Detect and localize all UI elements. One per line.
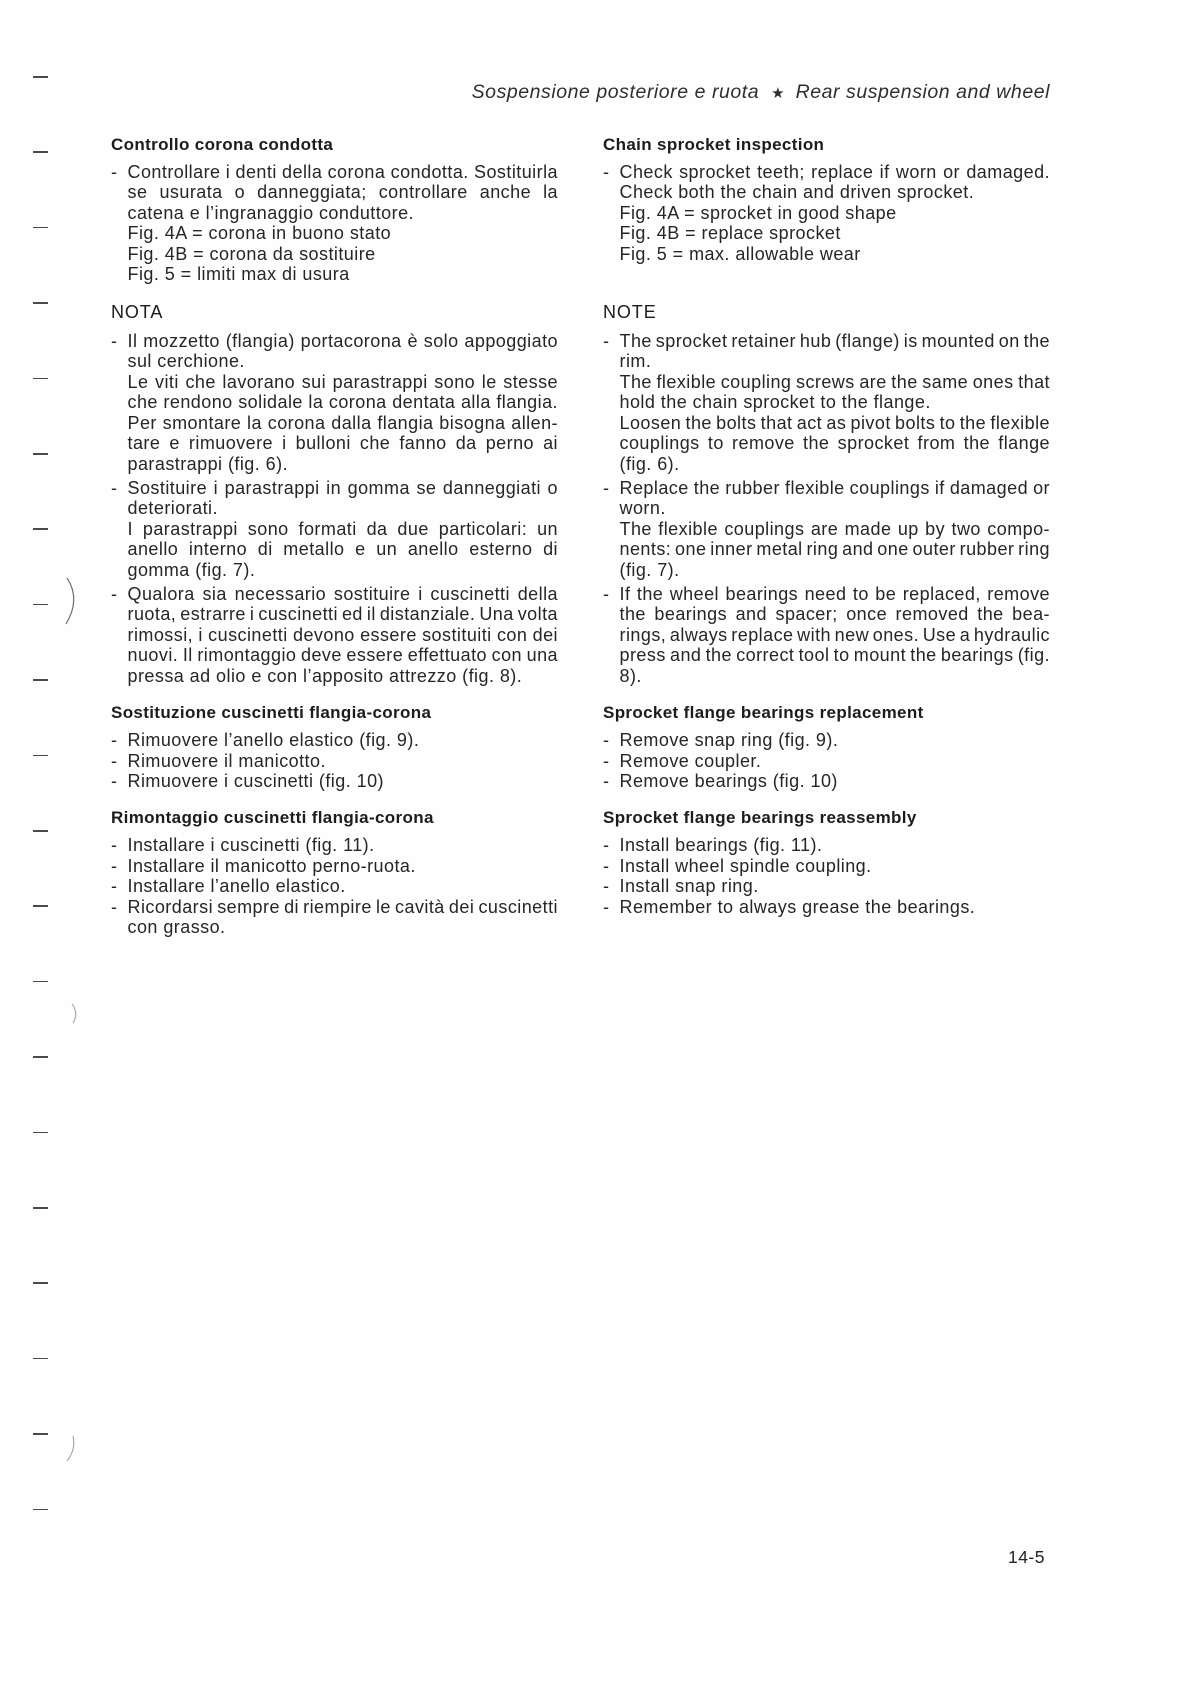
text-line bbox=[620, 584, 1051, 605]
text-line bbox=[620, 351, 1051, 372]
text-line bbox=[128, 331, 559, 352]
text-line bbox=[620, 203, 1051, 224]
text-line-content: The sprocket retainer hub (flange) is mounted on the bbox=[619, 330, 1050, 351]
list-item bbox=[603, 771, 1050, 792]
text-line bbox=[620, 244, 1051, 265]
text-line bbox=[128, 203, 559, 224]
margin-mark bbox=[33, 227, 48, 229]
note-heading: NOTE bbox=[603, 301, 657, 322]
section-heading: Sostituzione cuscinetti flangia-corona bbox=[111, 702, 432, 722]
text-line bbox=[620, 433, 1051, 454]
margin-mark bbox=[33, 1282, 48, 1284]
list-item bbox=[111, 331, 558, 475]
margin-mark bbox=[33, 1056, 48, 1058]
text-line-content: Remember to always grease the bearings. bbox=[619, 896, 976, 917]
text-line bbox=[128, 856, 559, 877]
list-item bbox=[603, 331, 1050, 475]
text-line-content: nents: one inner metal ring and one outer rubber ring bbox=[619, 539, 1050, 560]
bullet-dash: - bbox=[603, 876, 610, 897]
section-heading: Chain sprocket inspection bbox=[603, 134, 825, 154]
text-line-content: tare e rimuovere i bulloni che fanno da perno ai bbox=[127, 433, 558, 454]
text-line bbox=[128, 244, 559, 265]
text-line-content: sul cerchione. bbox=[127, 351, 245, 372]
list-item bbox=[603, 162, 1050, 265]
list-item bbox=[111, 478, 558, 581]
header-title-english: Rear suspension and wheel bbox=[795, 81, 1050, 103]
text-line bbox=[620, 560, 1051, 581]
text-line-content: deteriorati. bbox=[127, 498, 218, 519]
bullet-dash: - bbox=[111, 161, 118, 182]
section-en bbox=[603, 135, 1050, 285]
section-it bbox=[111, 135, 558, 285]
text-line-content: con grasso. bbox=[127, 917, 226, 938]
text-line-content: Install bearings (fig. 11). bbox=[619, 835, 823, 856]
text-line-content: couplings to remove the sprocket from the flange bbox=[619, 433, 1050, 454]
text-line bbox=[128, 264, 559, 285]
text-line-content: gomma (fig. 7). bbox=[127, 559, 256, 580]
text-line-content: Remove coupler. bbox=[619, 750, 762, 771]
margin-mark bbox=[33, 151, 48, 153]
section-heading: Sprocket flange bearings reassembly bbox=[603, 808, 917, 828]
text-line bbox=[620, 876, 1051, 897]
list-item bbox=[111, 584, 558, 687]
text-line bbox=[620, 478, 1051, 499]
text-line-content: Remove bearings (fig. 10) bbox=[619, 771, 838, 792]
bullet-dash: - bbox=[111, 855, 118, 876]
text-line bbox=[620, 771, 1051, 792]
text-line-content: (fig. 7). bbox=[619, 559, 680, 580]
text-line bbox=[620, 413, 1051, 434]
section-en bbox=[603, 792, 1050, 938]
bullet-dash: - bbox=[603, 855, 610, 876]
list-item bbox=[111, 751, 558, 772]
text-line-content: Rimuovere i cuscinetti (fig. 10) bbox=[127, 771, 384, 792]
text-line-content: parastrappi (fig. 6). bbox=[127, 453, 289, 474]
text-line-content: ruota, estrarre i cuscinetti ed il distanziale. Una volta bbox=[127, 604, 558, 625]
list-item bbox=[603, 751, 1050, 772]
margin-mark bbox=[33, 453, 48, 455]
text-line-content: Check sprocket teeth; replace if worn or damaged. bbox=[619, 161, 1050, 182]
margin-mark bbox=[33, 528, 48, 530]
text-line-content: Controllare i denti della corona condotta. Sostituirla bbox=[127, 161, 558, 182]
text-line-content: Fig. 4B = corona da sostituire bbox=[127, 243, 376, 264]
text-line-content: worn. bbox=[619, 498, 666, 519]
scan-mark bbox=[58, 575, 84, 627]
text-line-content: Sostituire i parastrappi in gomma se danneggiati o bbox=[127, 477, 558, 498]
text-line-content: Rimuovere l’anello elastico (fig. 9). bbox=[127, 730, 420, 751]
bullet-dash: - bbox=[603, 161, 610, 182]
text-line-content: Qualora sia necessario sostituire i cuscinetti della bbox=[127, 583, 558, 604]
text-line bbox=[128, 372, 559, 393]
margin-mark bbox=[33, 302, 48, 304]
bullet-dash: - bbox=[111, 477, 118, 498]
text-line-content: Rimuovere il manicotto. bbox=[127, 750, 326, 771]
text-line bbox=[620, 331, 1051, 352]
bullet-dash: - bbox=[111, 771, 118, 792]
text-line-content: anello interno di metallo e un anello esterno di bbox=[127, 539, 558, 560]
list-item bbox=[603, 876, 1050, 897]
list-item bbox=[111, 856, 558, 877]
text-line bbox=[620, 856, 1051, 877]
text-line-content: Check both the chain and driven sprocket. bbox=[619, 182, 975, 203]
bullet-dash: - bbox=[603, 896, 610, 917]
scan-mark bbox=[68, 1002, 82, 1026]
section-it bbox=[111, 792, 558, 938]
text-line bbox=[128, 182, 559, 203]
list-item bbox=[603, 835, 1050, 856]
text-line-content: rimossi, i cuscinetti devono essere sostituiti con dei bbox=[127, 624, 558, 645]
bullet-dash: - bbox=[111, 876, 118, 897]
text-line bbox=[128, 584, 559, 605]
text-line bbox=[620, 162, 1051, 183]
bullet-dash: - bbox=[111, 730, 118, 751]
list-item bbox=[111, 876, 558, 897]
margin-mark bbox=[33, 76, 48, 78]
text-line bbox=[128, 351, 559, 372]
text-line-content: catena e l’ingranaggio conduttore. bbox=[127, 202, 414, 223]
margin-mark bbox=[33, 905, 48, 907]
list-item bbox=[603, 856, 1050, 877]
text-line bbox=[620, 519, 1051, 540]
text-line bbox=[620, 454, 1051, 475]
section-heading: Controllo corona condotta bbox=[111, 134, 334, 154]
section-en bbox=[603, 686, 1050, 792]
text-line bbox=[128, 730, 559, 751]
text-line-content: Fig. 4B = replace sprocket bbox=[619, 223, 841, 244]
text-line-content: (fig. 6). bbox=[619, 453, 680, 474]
list-item bbox=[111, 835, 558, 856]
text-line-content: rings, always replace with new ones. Use a hydraulic bbox=[619, 624, 1050, 645]
list-item bbox=[603, 730, 1050, 751]
bullet-dash: - bbox=[603, 330, 610, 351]
text-line-content: Replace the rubber flexible couplings if damaged or bbox=[619, 477, 1050, 498]
text-line-content: Fig. 5 = limiti max di usura bbox=[127, 264, 350, 285]
margin-mark bbox=[33, 755, 48, 757]
text-line bbox=[128, 917, 559, 938]
text-line bbox=[620, 625, 1051, 646]
text-line bbox=[620, 730, 1051, 751]
text-line-content: Ricordarsi sempre di riempire le cavità dei cuscinetti bbox=[127, 896, 558, 917]
margin-mark bbox=[33, 679, 48, 681]
margin-mark bbox=[33, 1358, 48, 1360]
text-line bbox=[128, 413, 559, 434]
text-line bbox=[128, 771, 559, 792]
text-line bbox=[128, 454, 559, 475]
text-line-content: Il mozzetto (flangia) portacorona è solo appoggiato bbox=[127, 330, 558, 351]
text-line bbox=[620, 223, 1051, 244]
text-line bbox=[620, 392, 1051, 413]
text-line-content: hold the chain sprocket to the flange. bbox=[619, 392, 931, 413]
list-item bbox=[111, 771, 558, 792]
section-it bbox=[111, 285, 558, 687]
text-line-content: nuovi. Il rimontaggio deve essere effettuato con una bbox=[127, 645, 558, 666]
text-line bbox=[128, 392, 559, 413]
text-line bbox=[620, 645, 1051, 666]
text-line-content: Le viti che lavorano sui parastrappi sono le stesse bbox=[127, 371, 558, 392]
section-heading: Rimontaggio cuscinetti flangia-corona bbox=[111, 808, 434, 828]
text-line bbox=[128, 162, 559, 183]
bilingual-content bbox=[111, 135, 1050, 938]
bullet-dash: - bbox=[111, 583, 118, 604]
text-line bbox=[128, 560, 559, 581]
text-line bbox=[128, 478, 559, 499]
text-line bbox=[128, 604, 559, 625]
text-line-content: Install snap ring. bbox=[619, 876, 759, 897]
bullet-dash: - bbox=[603, 477, 610, 498]
text-line bbox=[128, 897, 559, 918]
margin-mark bbox=[33, 1132, 48, 1134]
list-item bbox=[111, 730, 558, 751]
bullet-dash: - bbox=[111, 896, 118, 917]
list-item bbox=[111, 162, 558, 285]
text-line-content: 8). bbox=[619, 665, 642, 686]
text-line bbox=[128, 433, 559, 454]
text-line bbox=[620, 751, 1051, 772]
bullet-dash: - bbox=[603, 771, 610, 792]
bullet-dash: - bbox=[603, 583, 610, 604]
list-item bbox=[603, 478, 1050, 581]
margin-mark bbox=[33, 1207, 48, 1209]
text-line-content: Fig. 4A = corona in buono stato bbox=[127, 223, 392, 244]
text-line bbox=[128, 666, 559, 687]
list-item bbox=[111, 897, 558, 938]
text-line-content: The flexible coupling screws are the same ones that bbox=[619, 371, 1050, 392]
list-item bbox=[603, 897, 1050, 918]
margin-mark bbox=[33, 604, 48, 606]
text-line-content: the bearings and spacer; once removed the bea- bbox=[619, 604, 1050, 625]
text-line bbox=[620, 835, 1051, 856]
text-line-content: Installare i cuscinetti (fig. 11). bbox=[127, 835, 375, 856]
list-item bbox=[603, 584, 1050, 687]
star-icon: ★ bbox=[771, 84, 785, 102]
text-line-content: If the wheel bearings need to be replaced, remove bbox=[619, 583, 1050, 604]
text-line bbox=[128, 625, 559, 646]
margin-mark bbox=[33, 378, 48, 380]
section-it bbox=[111, 686, 558, 792]
text-line-content: rim. bbox=[619, 351, 652, 372]
section-heading: Sprocket flange bearings replacement bbox=[603, 702, 924, 722]
text-line-content: Fig. 5 = max. allowable wear bbox=[619, 243, 861, 264]
text-line-content: Installare l’anello elastico. bbox=[127, 876, 346, 897]
text-line bbox=[128, 498, 559, 519]
bullet-dash: - bbox=[111, 835, 118, 856]
text-line bbox=[128, 751, 559, 772]
text-line-content: che rendono solidale la corona dentata alla flangia. bbox=[127, 392, 558, 413]
text-line-content: Install wheel spindle coupling. bbox=[619, 855, 872, 876]
text-line-content: Installare il manicotto perno-ruota. bbox=[127, 855, 416, 876]
bullet-dash: - bbox=[111, 750, 118, 771]
margin-mark bbox=[33, 1433, 48, 1435]
header-title-italian: Sospensione posteriore e ruota bbox=[471, 81, 760, 103]
text-line bbox=[128, 835, 559, 856]
margin-mark bbox=[33, 830, 48, 832]
text-line bbox=[620, 498, 1051, 519]
bullet-dash: - bbox=[603, 750, 610, 771]
note-heading: NOTA bbox=[111, 301, 164, 322]
text-line bbox=[620, 666, 1051, 687]
text-line bbox=[620, 897, 1051, 918]
text-line bbox=[128, 539, 559, 560]
text-line-content: Loosen the bolts that act as pivot bolts to the flexible bbox=[619, 412, 1050, 433]
text-line-content: Per smontare la corona dalla flangia bisogna allen- bbox=[127, 412, 558, 433]
text-line bbox=[620, 182, 1051, 203]
text-line-content: Fig. 4A = sprocket in good shape bbox=[619, 202, 897, 223]
text-line bbox=[128, 645, 559, 666]
text-line bbox=[620, 604, 1051, 625]
text-line-content: se usurata o danneggiata; controllare anche la bbox=[127, 182, 558, 203]
text-line bbox=[128, 223, 559, 244]
text-line-content: Remove snap ring (fig. 9). bbox=[619, 730, 839, 751]
text-line bbox=[128, 519, 559, 540]
bullet-dash: - bbox=[111, 330, 118, 351]
bullet-dash: - bbox=[603, 730, 610, 751]
text-line bbox=[620, 372, 1051, 393]
text-line-content: press and the correct tool to mount the bearings (fig. bbox=[619, 645, 1050, 666]
running-header bbox=[472, 80, 1050, 105]
margin-mark bbox=[33, 981, 48, 983]
bullet-dash: - bbox=[603, 835, 610, 856]
text-line-content: pressa ad olio e con l’apposito attrezzo (fig. 8). bbox=[127, 665, 523, 686]
text-line-content: The flexible couplings are made up by two compo- bbox=[619, 518, 1050, 539]
margin-mark bbox=[33, 1509, 48, 1511]
scan-mark bbox=[64, 1434, 80, 1464]
text-line bbox=[128, 876, 559, 897]
text-line bbox=[620, 539, 1051, 560]
section-en bbox=[603, 285, 1050, 687]
text-line-content: I parastrappi sono formati da due particolari: un bbox=[127, 518, 558, 539]
page-number: 14-5 bbox=[1007, 1547, 1045, 1567]
